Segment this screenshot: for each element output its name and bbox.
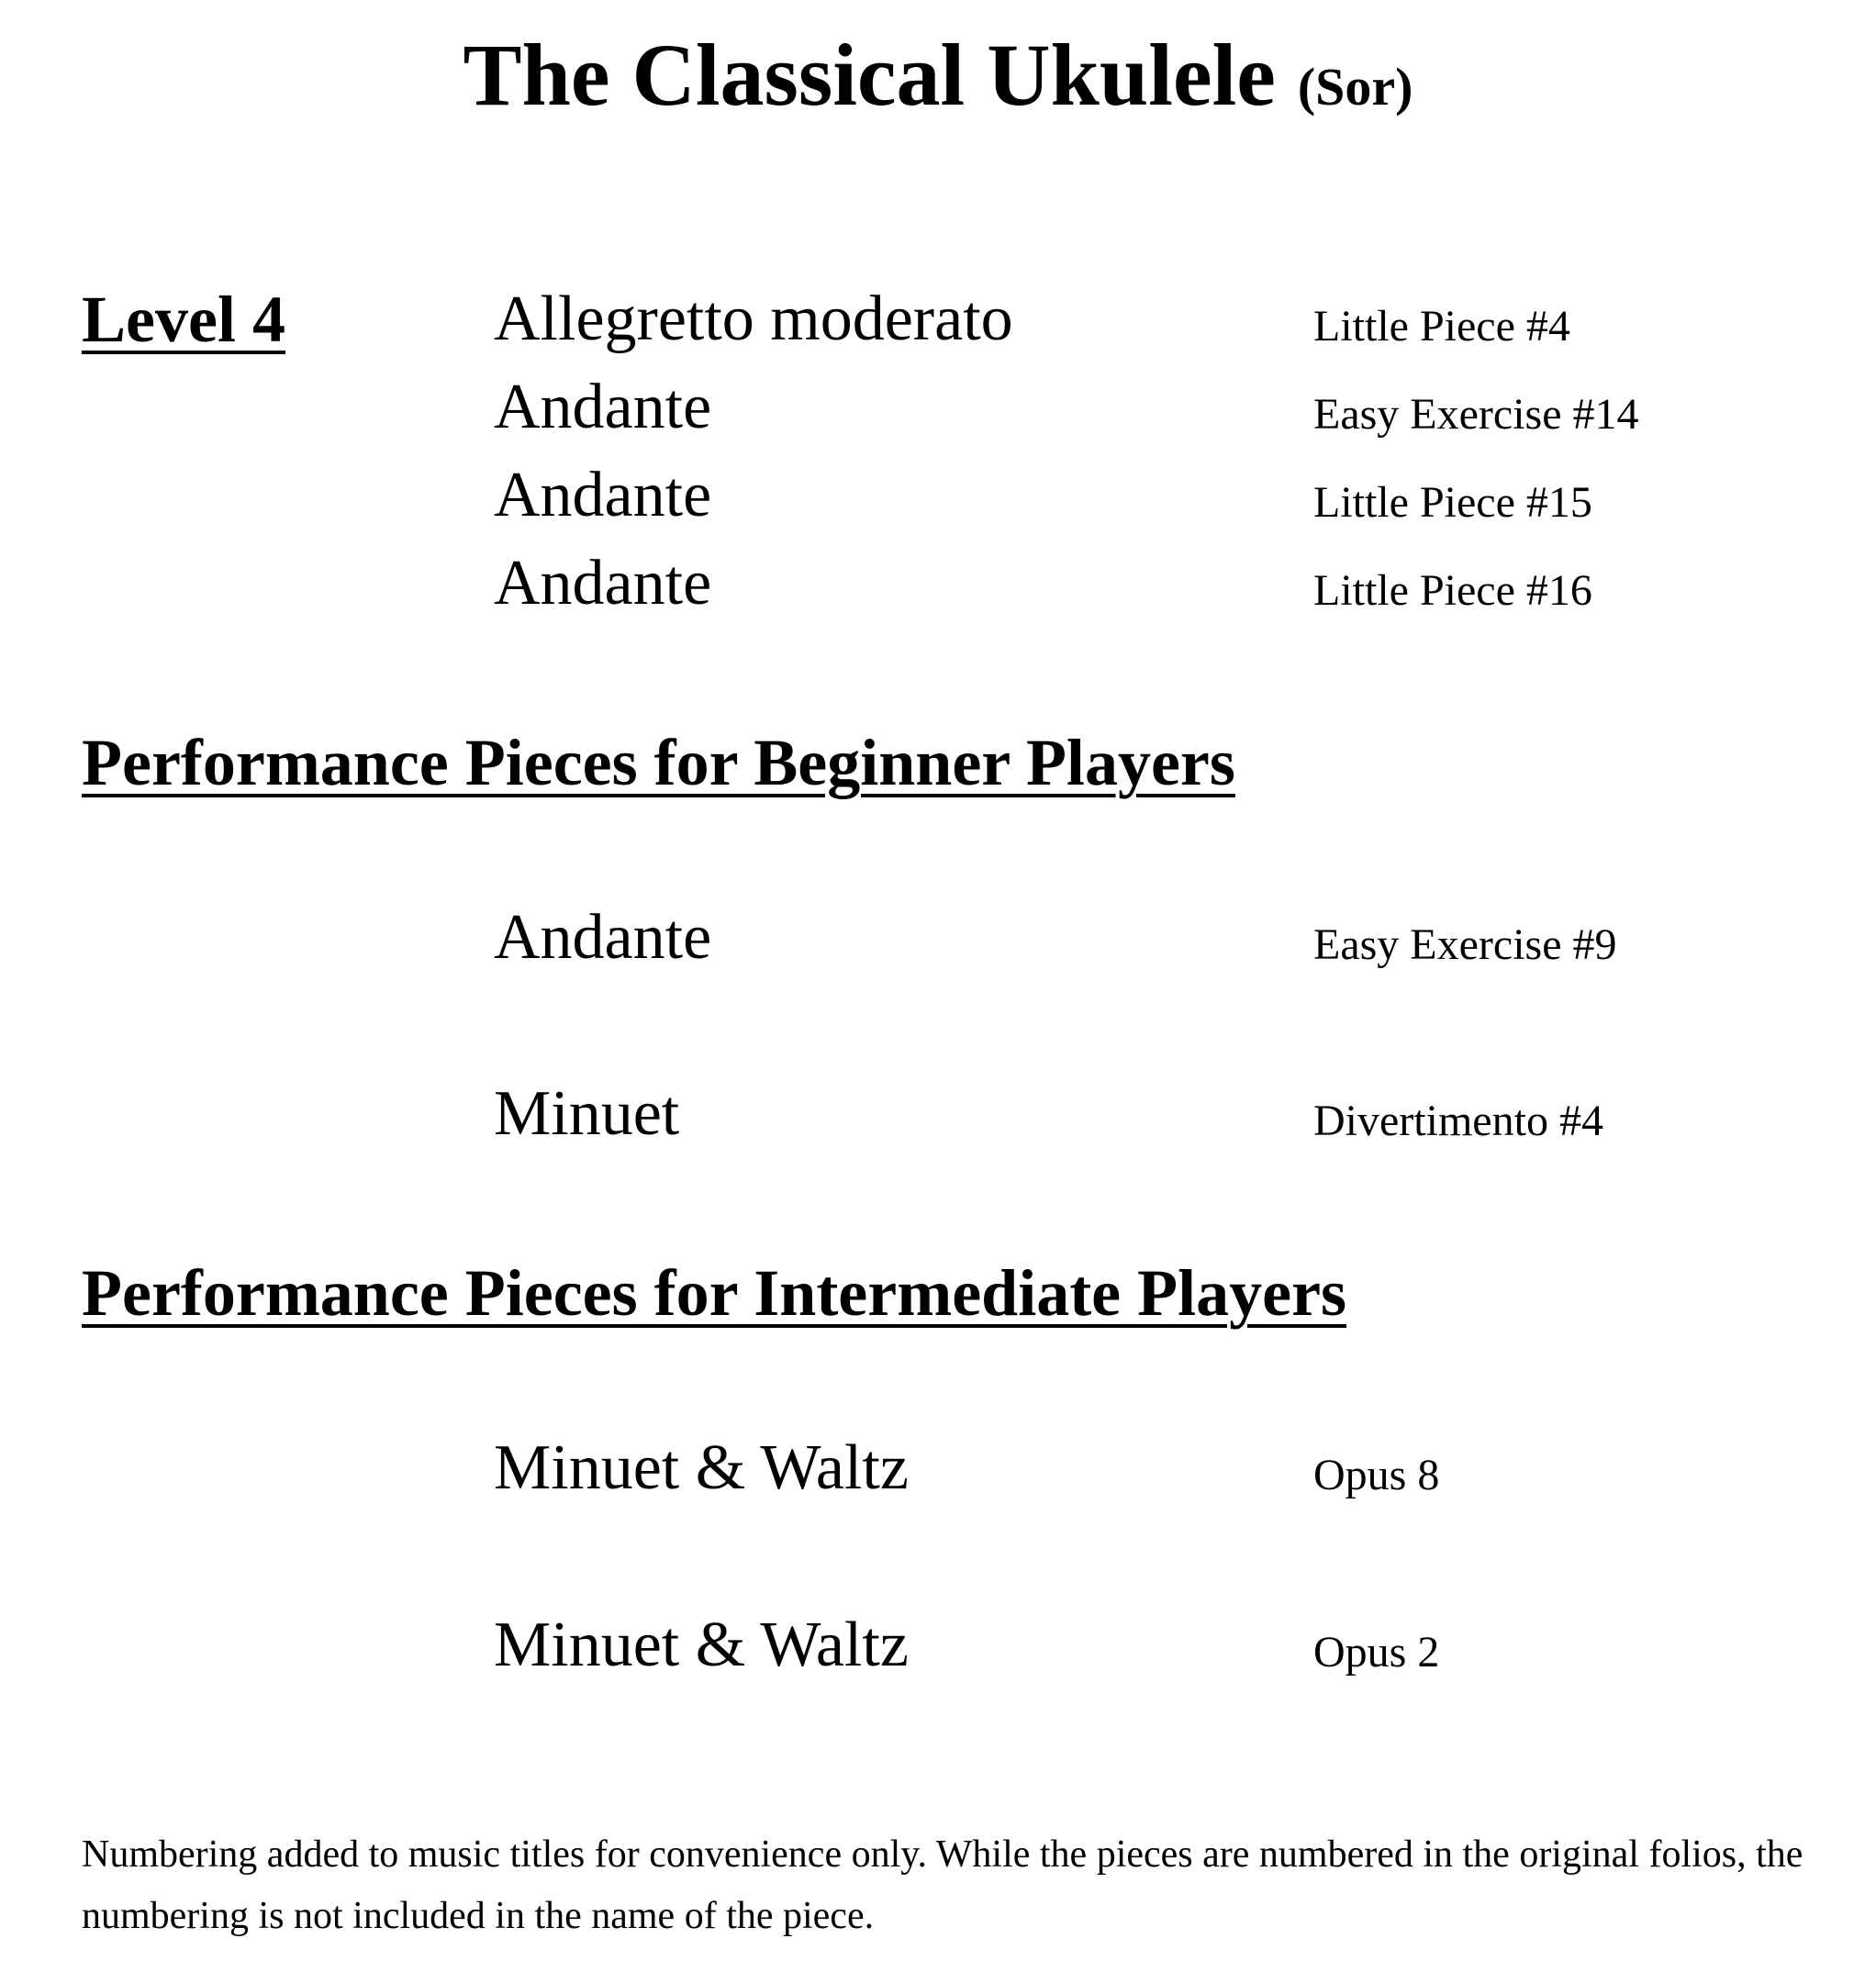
piece-title: Allegretto moderato	[494, 284, 1013, 354]
piece-source: Easy Exercise #9	[1313, 920, 1617, 969]
piece-title: Minuet & Waltz	[494, 1610, 909, 1680]
section-heading-beginner: Performance Pieces for Beginner Players	[82, 726, 1235, 799]
piece-title: Minuet & Waltz	[494, 1432, 909, 1503]
piece-title: Andante	[494, 902, 712, 973]
section-heading-intermediate: Performance Pieces for Intermediate Players	[82, 1256, 1347, 1330]
section-heading-level-4: Level 4	[82, 283, 285, 356]
footnote: Numbering added to music titles for convenience only. While the pieces are numbered in the original folios, the numbering is not included in the name of the piece.	[82, 1833, 1803, 1937]
piece-source: Little Piece #16	[1313, 566, 1592, 615]
piece-source: Opus 8	[1313, 1451, 1440, 1499]
piece-source: Opus 2	[1313, 1628, 1440, 1677]
piece-title: Minuet	[494, 1078, 680, 1149]
piece-source: Easy Exercise #14	[1313, 390, 1639, 439]
title-subtitle: (Sor)	[1297, 57, 1413, 117]
piece-title: Andante	[494, 372, 712, 442]
piece-source: Little Piece #15	[1313, 478, 1592, 527]
piece-source: Little Piece #4	[1313, 302, 1570, 351]
piece-title: Andante	[494, 460, 712, 530]
page-title	[0, 20, 1876, 142]
piece-title: Andante	[494, 548, 712, 618]
piece-source: Divertimento #4	[1313, 1097, 1603, 1145]
title-main: The Classical Ukulele	[463, 26, 1276, 124]
